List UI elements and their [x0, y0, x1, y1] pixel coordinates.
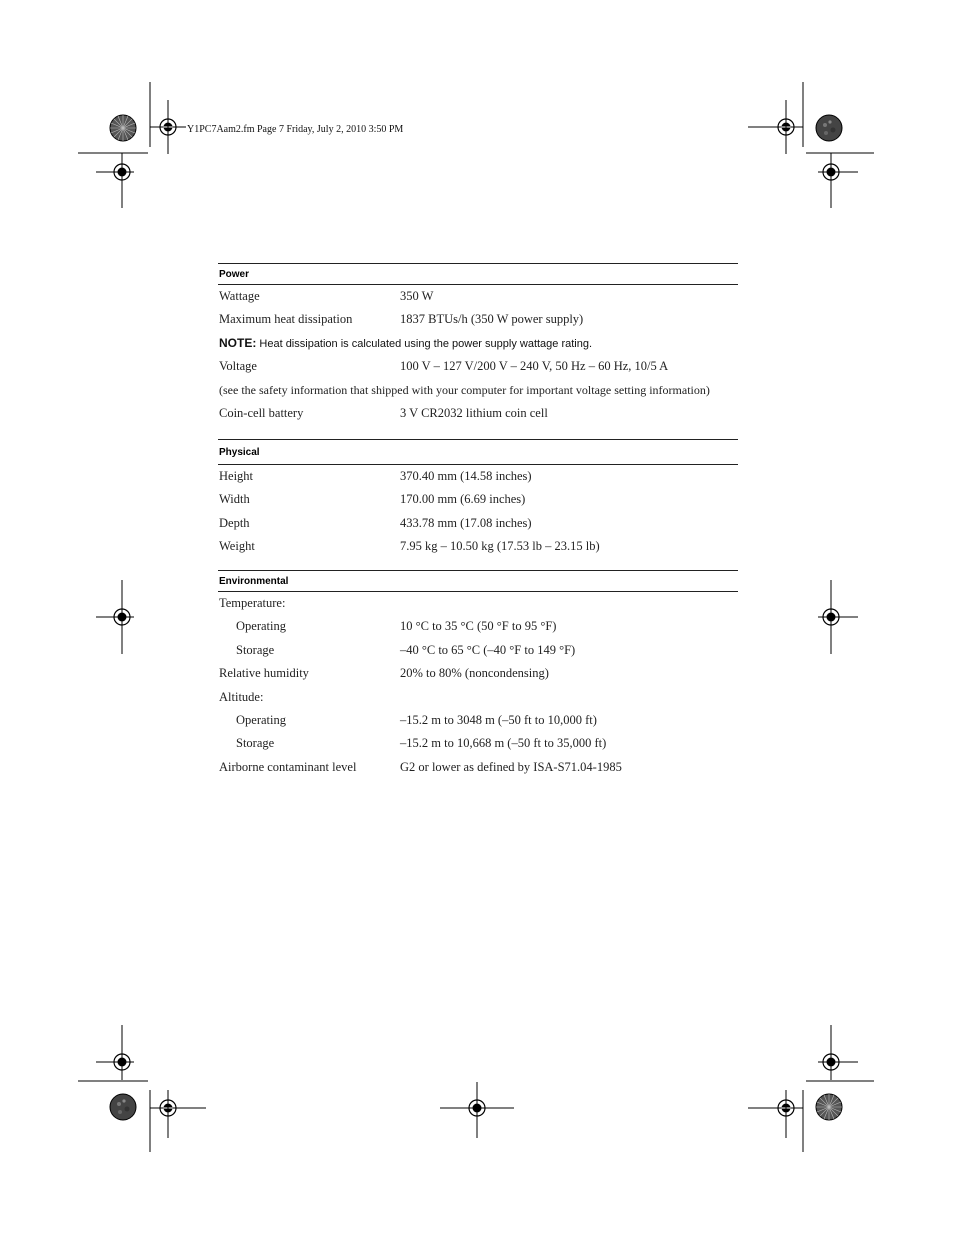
alt-operating-label: Operating: [236, 712, 286, 727]
altitude-label: Altitude:: [219, 689, 264, 704]
note-text: [219, 332, 592, 356]
voltage-value: 100 V – 127 V/200 V – 240 V, 50 Hz – 60 Hz, 10/5 A: [400, 359, 669, 374]
humidity-value: 20% to 80% (noncondensing): [400, 666, 549, 681]
altitude-row: [218, 686, 738, 709]
heat-label: Maximum heat dissipation: [219, 312, 353, 327]
file-header: Y1PC7Aam2.fm Page 7 Friday, July 2, 2010 3:50 PM: [187, 124, 404, 135]
alt-storage-label: Storage: [236, 736, 275, 751]
temp-storage-value: –40 °C to 65 °C (–40 °F to 149 °F): [400, 642, 576, 657]
spec-row-width: [218, 488, 738, 511]
power-section: [218, 263, 738, 425]
temp-operating-label: Operating: [236, 619, 286, 634]
spec-row-alt-operating: [218, 709, 738, 732]
temperature-row: [218, 592, 738, 615]
width-label: Width: [219, 492, 250, 507]
spec-row-weight: [218, 535, 738, 558]
alt-operating-value: –15.2 m to 3048 m (–50 ft to 10,000 ft): [400, 712, 597, 727]
weight-label: Weight: [219, 539, 255, 554]
battery-value: 3 V CR2032 lithium coin cell: [400, 405, 548, 420]
contaminant-label: Airborne contaminant level: [219, 759, 357, 774]
contaminant-value: G2 or lower as defined by ISA-S71.04-1985: [400, 759, 622, 774]
voltage-label: Voltage: [219, 359, 257, 374]
spec-row-heat: [218, 308, 738, 331]
width-value: 170.00 mm (6.69 inches): [400, 492, 526, 507]
spec-row-humidity: [218, 662, 738, 685]
note-label: NOTE:: [219, 335, 257, 350]
voltage-info: (see the safety information that shipped with your computer for important voltage setting information): [219, 382, 710, 397]
note-body: Heat dissipation is calculated using the power supply wattage rating.: [256, 337, 593, 350]
physical-heading: Physical: [218, 439, 738, 465]
wattage-label: Wattage: [219, 289, 260, 303]
spec-row-wattage: [218, 285, 738, 308]
wattage-value: 350 W: [400, 289, 434, 303]
weight-value: 7.95 kg – 10.50 kg (17.53 lb – 23.15 lb): [400, 539, 600, 554]
spec-row-height: [218, 465, 738, 488]
spec-row-temp-operating: [218, 615, 738, 638]
temperature-label: Temperature:: [219, 596, 286, 610]
temp-operating-value: 10 °C to 35 °C (50 °F to 95 °F): [400, 619, 557, 634]
height-value: 370.40 mm (14.58 inches): [400, 469, 532, 483]
humidity-label: Relative humidity: [219, 666, 309, 681]
environmental-section: [218, 570, 738, 779]
temp-storage-label: Storage: [236, 642, 275, 657]
spec-row-battery: [218, 402, 738, 425]
physical-section: [218, 439, 738, 559]
voltage-info-row: [218, 379, 738, 402]
spec-row-depth: [218, 512, 738, 535]
spec-row-voltage: [218, 355, 738, 378]
spec-row-alt-storage: [218, 732, 738, 755]
spec-row-contaminant: [218, 756, 738, 779]
note-row: [218, 332, 738, 355]
battery-label: Coin-cell battery: [219, 405, 304, 420]
heat-value: 1837 BTUs/h (350 W power supply): [400, 312, 584, 327]
spec-row-temp-storage: [218, 639, 738, 662]
height-label: Height: [219, 469, 254, 483]
environmental-heading: Environmental: [218, 570, 738, 592]
depth-value: 433.78 mm (17.08 inches): [400, 515, 532, 530]
alt-storage-value: –15.2 m to 10,668 m (–50 ft to 35,000 ft): [400, 736, 607, 751]
power-heading: Power: [218, 263, 738, 285]
depth-label: Depth: [219, 515, 250, 530]
